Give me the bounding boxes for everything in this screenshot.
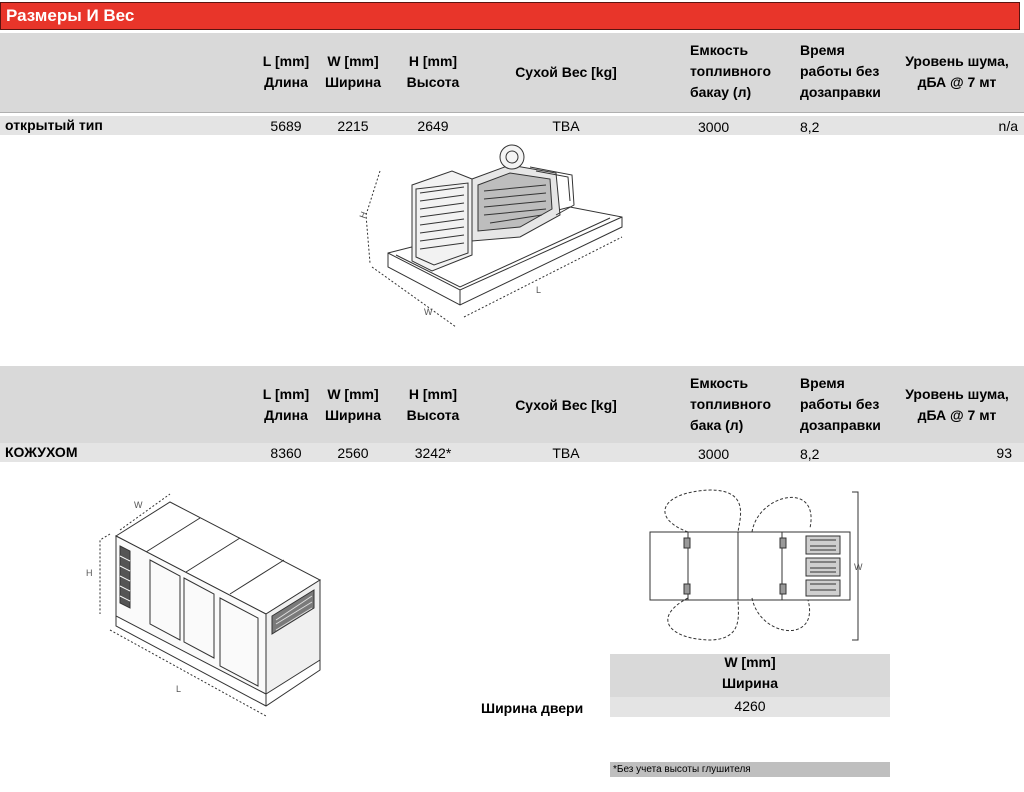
row-w: 2215 [337,118,369,134]
dim2-h: H [86,568,93,578]
row2-l: 8360 [270,445,302,461]
header-runtime [800,40,896,103]
header2-tank [690,373,786,436]
dim3-w: W [854,562,863,572]
row2-tank: 3000 [698,446,730,462]
row2-label: КОЖУХОМ [5,444,78,460]
header-runtime-l3: дозаправки [800,84,881,100]
header2-l [254,384,318,426]
row2-noise: 93 [996,445,1012,461]
header-noise-l2: дБА @ 7 мт [917,74,997,90]
dim-l: L [536,285,542,295]
door-header-label: Ширина [721,675,779,691]
header2-tank-l1: Емкость [690,375,749,391]
header-h [396,51,470,93]
canopy-generator-drawing [80,480,330,740]
header2-runtime-l1: Время [800,375,845,391]
header2-noise [896,384,1018,426]
row2-weight: TBA [552,445,580,461]
header-tank-l2: топливного [690,63,771,79]
header2-w [318,384,388,426]
header-divider [0,112,1024,113]
header-runtime-l1: Время [800,42,845,58]
header2-h-label: Высота [406,407,460,423]
dim2-l: L [176,684,182,694]
dim-h: H [357,210,370,220]
door-label: Ширина двери [481,700,584,716]
header-noise [896,51,1018,93]
door-header-unit: W [mm] [724,654,776,670]
door-header-text [610,652,890,694]
header2-h-unit: H [mm] [408,386,458,402]
header2-h [396,384,470,426]
header-w-unit: W [mm] [327,53,379,69]
header-l-label: Длина [264,74,308,90]
header-h-unit: H [mm] [408,53,458,69]
dim2-w: W [134,500,143,510]
footnote: *Без учета высоты глушителя [613,764,751,775]
row-weight: TBA [552,118,580,134]
row2-runtime: 8,2 [800,446,820,462]
row-label: открытый тип [5,117,103,133]
header-tank [690,40,786,103]
row-h: 2649 [417,118,449,134]
header-h-label: Высота [406,74,460,90]
header-runtime-l2: работы без [800,63,880,79]
header-dry-weight: Сухой Вес [kg] [515,64,617,80]
header2-runtime-l2: работы без [800,396,880,412]
header-tank-l1: Емкость [690,42,749,58]
header2-runtime-l3: дозаправки [800,417,881,433]
dim-w: W [424,307,433,317]
header-w-label: Ширина [324,74,382,90]
row2-h: 3242* [414,445,452,461]
row2-w: 2560 [337,445,369,461]
header2-runtime [800,373,896,436]
header2-dry-weight: Сухой Вес [kg] [515,397,617,413]
row-tank: 3000 [698,119,730,135]
section-title: Размеры И Вес [0,2,1020,30]
row-runtime: 8,2 [800,119,820,135]
header2-noise-l2: дБА @ 7 мт [917,407,997,423]
header-l-unit: L [mm] [262,53,310,69]
header-l [254,51,318,93]
header-w [318,51,388,93]
canopy-top-view-drawing [640,488,870,648]
header2-tank-l3: бака (л) [690,417,744,433]
row-noise: n/a [998,118,1018,134]
row-l: 5689 [270,118,302,134]
header2-tank-l2: топливного [690,396,771,412]
open-generator-drawing [357,145,630,335]
header2-l-label: Длина [264,407,308,423]
header2-w-label: Ширина [324,407,382,423]
door-value: 4260 [734,698,766,714]
header-noise-l1: Уровень шума, [905,53,1009,69]
header-tank-l3: бакау (л) [690,84,752,100]
header2-l-unit: L [mm] [262,386,310,402]
header2-w-unit: W [mm] [327,386,379,402]
header2-noise-l1: Уровень шума, [905,386,1009,402]
